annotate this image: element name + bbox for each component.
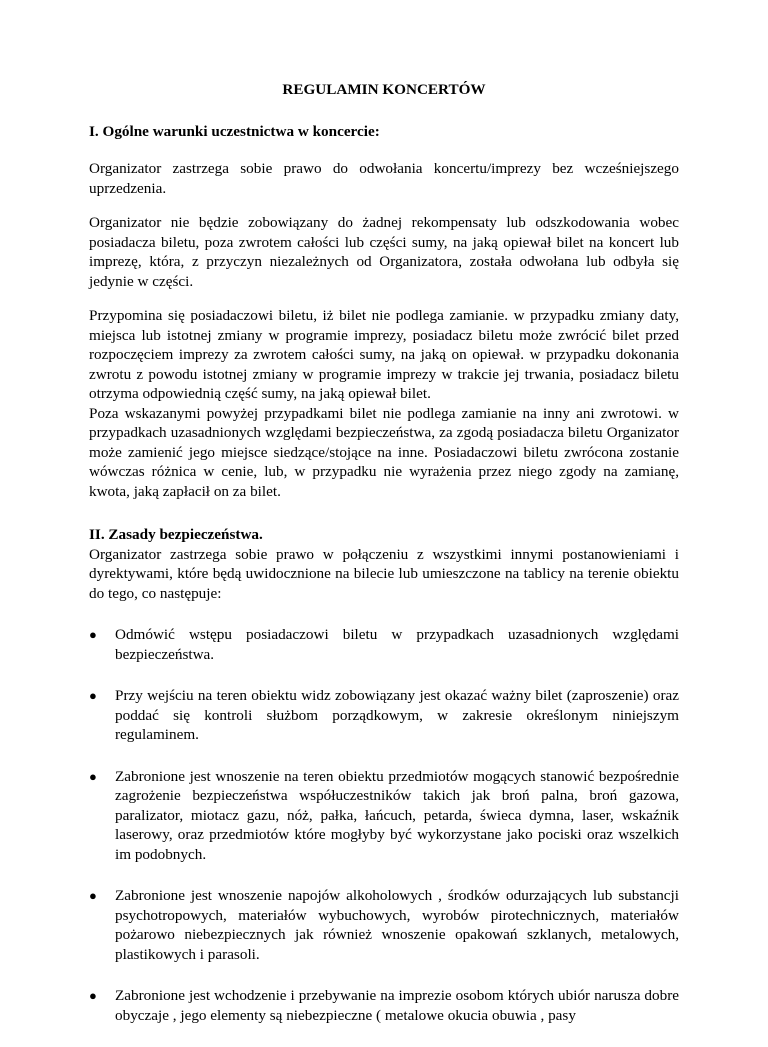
list-item xyxy=(89,625,679,664)
list-item-text: Przy wejściu na teren obiektu widz zobowiązany jest okazać ważny bilet (zaproszenie) oraz poddać się kontroli służbom porządkowym, w zakresie określonym niniejszym regulaminem. xyxy=(115,687,679,743)
section-1-paragraph-2: Organizator nie będzie zobowiązany do żadnej rekompensaty lub odszkodowania wobec posiadacza biletu, poza zwrotem całości lub części sumy, na jaką opiewał bilet na koncert lub imprezę, która, z przyczyn niezależnych od Organizatora, została odwołana lub odbyła się jedynie w części. xyxy=(89,214,679,290)
bullet-icon: ● xyxy=(89,988,97,1003)
section-2-intro: Organizator zastrzega sobie prawo w połączeniu z wszystkimi innymi postanowieniami i dyrektywami, które będą uwidocznione na bilecie lub umieszczone na tablicy na terenie obiektu do tego, co następuje: xyxy=(89,545,679,602)
list-item xyxy=(89,886,679,964)
list-item xyxy=(89,686,679,745)
bullet-icon: ● xyxy=(89,627,97,642)
section-2-heading: II. Zasady bezpieczeństwa. xyxy=(89,526,263,543)
list-item-text: Zabronione jest wnoszenie napojów alkoholowych , środków odurzających lub substancji psychotropowych, materiałów wybuchowych, wyrobów pirotechnicznych, materiałów pożarowo niebezpiecznych jak również wnoszenie opakowań szklanych, metalowych, plastikowych i parasoli. xyxy=(115,887,679,963)
section-1-paragraph-4: Poza wskazanymi powyżej przypadkami bilet nie podlega zamianie na inny ani zwrotowi. w przypadkach uzasadnionych względami bezpieczeństwa, za zgodą posiadacza biletu Organizator może zamienić jego miejsce siedzące/stojące na inne. Posiadaczowi biletu zwrócona zostanie wówczas różnica w cenie, lub, w przypadku nie wyrażenia przez niego zgody na zamianę, kwota, jaką zapłacił on za bilet. xyxy=(89,404,679,500)
rules-list xyxy=(89,625,679,1025)
list-item xyxy=(89,986,679,1025)
bullet-icon: ● xyxy=(89,888,97,903)
bullet-icon: ● xyxy=(89,688,97,703)
section-1-paragraph-3: Przypomina się posiadaczowi biletu, iż bilet nie podlega zamianie. w przypadku zmiany daty, miejsca lub istotnej zmiany w programie imprezy, posiadacz biletu może zwrócić bilet przed rozpoczęciem imprezy za zwrotem całości sumy, na jaką on opiewał. w przypadku dokonania zwrotu z powodu istotnej zmiany w programie imprezy w trakcie jej trwania, posiadacz biletu otrzyma odpowiednią część sumy, na jaką opiewał bilet. xyxy=(89,307,679,402)
list-item xyxy=(89,767,679,865)
list-item-text: Odmówić wstępu posiadaczowi biletu w przypadkach uzasadnionych względami bezpieczeństwa. xyxy=(115,626,679,663)
bullet-icon: ● xyxy=(89,768,97,784)
document-title: REGULAMIN KONCERTÓW xyxy=(282,81,486,98)
document-page xyxy=(89,80,679,1047)
list-item-text: Zabronione jest wnoszenie na teren obiektu przedmiotów mogących stanowić bezpośrednie zagrożenie bezpieczeństwa współuczestników takich jak broń palna, broń gazowa, paralizator, miotacz gazu, nóż, pałka, łańcuch, petarda, świeca dymna, laser, wskaźnik laserowy, oraz przedmiotów które mogłyby być wykorzystane jako pociski oraz wszelkich im podobnych. xyxy=(115,767,679,863)
list-item-text: Zabronione jest wchodzenie i przebywanie na imprezie osobom których ubiór narusza dobre obyczaje , jego elementy są niebezpieczne ( metalowe okucia obuwia , pasy xyxy=(115,987,679,1024)
section-1-heading: I. Ogólne warunki uczestnictwa w koncercie: xyxy=(89,122,380,140)
section-1-paragraph-1: Organizator zastrzega sobie prawo do odwołania koncertu/imprezy bez wcześniejszego uprzedzenia. xyxy=(89,160,679,197)
